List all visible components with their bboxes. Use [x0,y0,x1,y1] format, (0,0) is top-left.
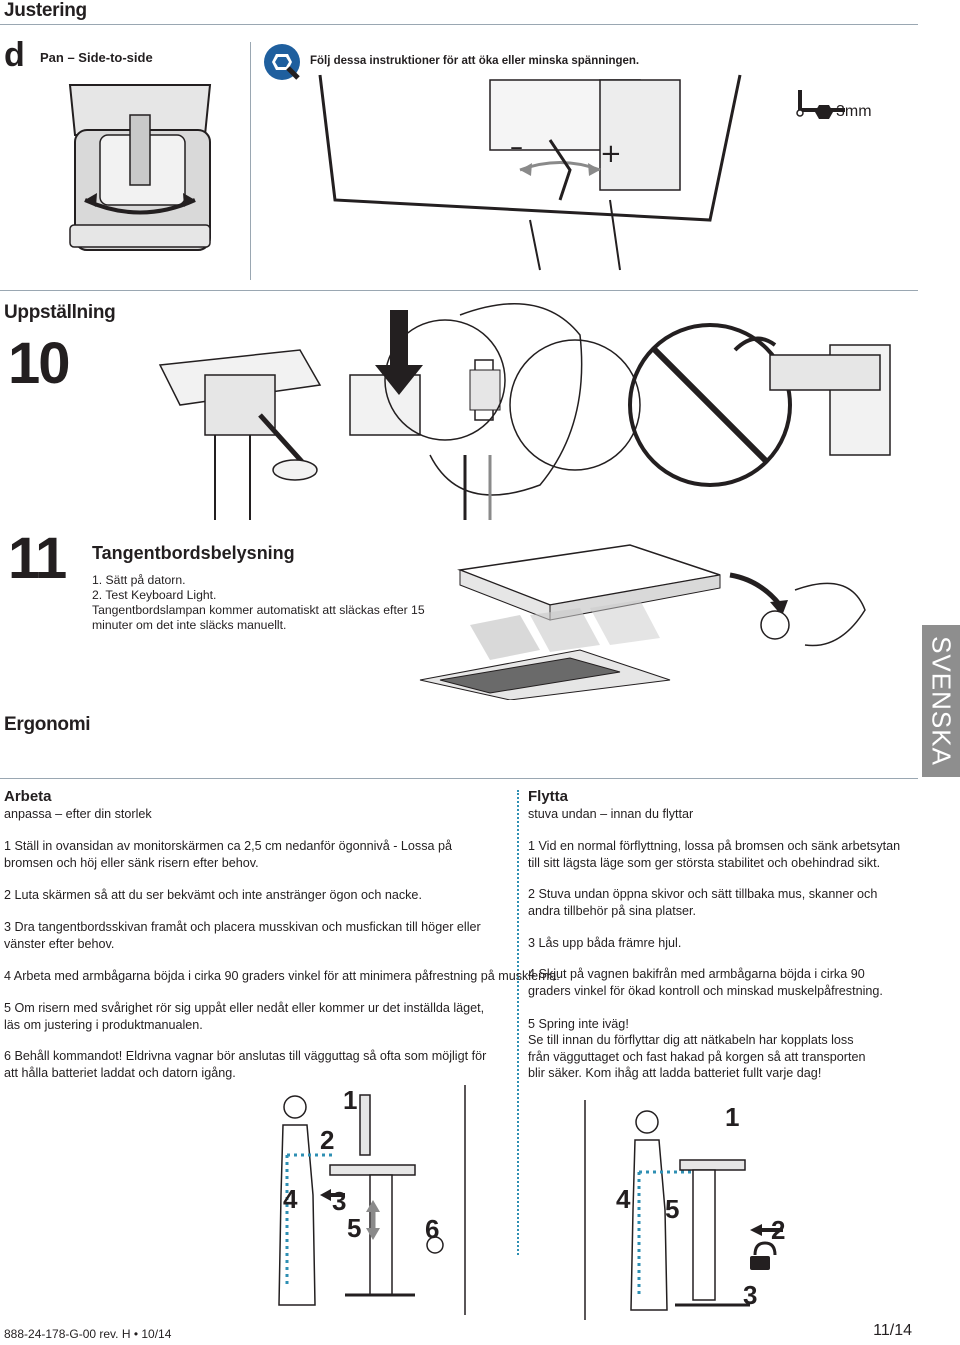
keyboard-light-line-2: 2. Test Keyboard Light. [92,588,217,602]
work-subheading: anpassa – efter din storlek [4,807,152,821]
page-number: 11/14 [873,1322,912,1339]
work-heading: Arbeta [4,788,52,805]
svg-text:+: + [600,139,622,169]
move-figure-label-2: 2 [771,1215,786,1245]
step-letter-d: d [4,36,25,74]
move-subheading: stuva undan – innan du flyttar [528,807,694,821]
work-item-3: 3 Dra tangentbordsskivan framåt och placera musskivan och musfickan till höger eller vänster efter behov. [4,920,481,951]
pan-mount-illustration [40,75,240,275]
hex-key-size: 3mm [836,103,872,120]
move-figure-label-4: 4 [616,1184,631,1214]
monitor-pan-illustration [310,70,780,280]
move-heading: Flytta [528,788,569,805]
work-figure-label-2: 2 [320,1125,335,1155]
move-figure-label-1: 1 [725,1102,740,1132]
ergonomics-title: Ergonomi [4,714,91,735]
move-item-5: 5 Spring inte iväg! [528,1017,629,1031]
language-tab-label: SVENSKA [926,636,957,766]
move-item-6: Se till innan du förflyttar dig att nätkabeln har kopplats loss från vägguttaget och fast hakad på korgen så att transporten blir säker. Kom ihåg att ladda batteriet fullt varje dag! [528,1033,866,1080]
work-figure-label-6: 6 [425,1214,440,1244]
work-item-5: 5 Om risern med svårighet rör sig uppåt eller nedåt eller kommer ur det inställda läget, läs om justering i produktmanualen. [4,1001,485,1032]
work-item-2: 2 Luta skärmen så att du ser bekvämt och inte anstränger ögon och nacke. [4,888,422,902]
svg-text:–: – [510,132,523,162]
tension-wrench-icon [262,42,302,82]
step-number-10: 10 [8,331,69,396]
keyboard-light-line-4: minuter om det inte släcks manuellt. [92,618,287,632]
header-divider [0,24,918,25]
work-item-6: 6 Behåll kommandot! Eldrivna vagnar bör anslutas till vägguttag så ofta som möjligt för att hålla batteriet laddat och datorn igång. [4,1049,487,1080]
work-item-4: 4 Arbeta med armbågarna böjda i cirka 90 graders vinkel för att minimera påfrestning på musklerna. [4,969,560,983]
move-item-1: 1 Vid en normal förflyttning, lossa på bromsen och sänk arbetsytan till sitt lägsta läge som ger största stabilitet och obehindrad sikt. [528,839,901,870]
move-figure-label-3: 3 [743,1280,758,1310]
work-figure-label-4: 4 [283,1184,298,1214]
document-id: 888-24-178-G-00 rev. H • 10/14 [4,1327,172,1341]
move-item-4: 4 Skjut på vagnen bakifrån med armbågarna böjda i cirka 90 graders vinkel för ökad kontroll och minskad muskelpåfrestning. [528,967,883,998]
section-divider-2 [0,778,918,779]
keyboard-tray-install-illustration [120,295,920,520]
move-item-2: 2 Stuva undan öppna skivor och sätt tillbaka mus, skanner och andra tillbehör på sina platser. [528,887,878,918]
language-tab [922,625,960,777]
move-figure-label-5: 5 [665,1194,680,1224]
keyboard-light-illustration [410,530,870,700]
work-figure-label-5: 5 [347,1213,362,1243]
keyboard-light-title: Tangentbordsbelysning [92,543,295,563]
step-number-11: 11 [8,526,66,591]
move-item-3: 3 Lås upp båda främre hjul. [528,936,682,950]
move-posture-illustration [575,1100,815,1320]
column-separator [517,790,519,1255]
keyboard-light-line-3: Tangentbordslampan kommer automatiskt att släckas efter 15 [92,603,425,617]
work-figure-label-3: 3 [332,1186,347,1216]
work-item-1: 1 Ställ in ovansidan av monitorskärmen ca 2,5 cm nedanför ögonnivå - Lossa på bromsen och höj eller sänk risern efter behov. [4,839,453,870]
illustration-divider [250,42,251,280]
work-figure-label-1: 1 [343,1085,358,1115]
keyboard-light-line-1: 1. Sätt på datorn. [92,573,186,587]
hex-nut-icon [815,104,833,120]
setup-title: Uppställning [4,302,116,323]
work-posture-illustration [265,1085,505,1315]
page-title: Justering [4,0,87,21]
section-divider-1 [0,290,918,291]
pan-label: Pan – Side-to-side [40,50,153,65]
tension-instruction: Följ dessa instruktioner för att öka eller minska spänningen. [310,55,640,67]
